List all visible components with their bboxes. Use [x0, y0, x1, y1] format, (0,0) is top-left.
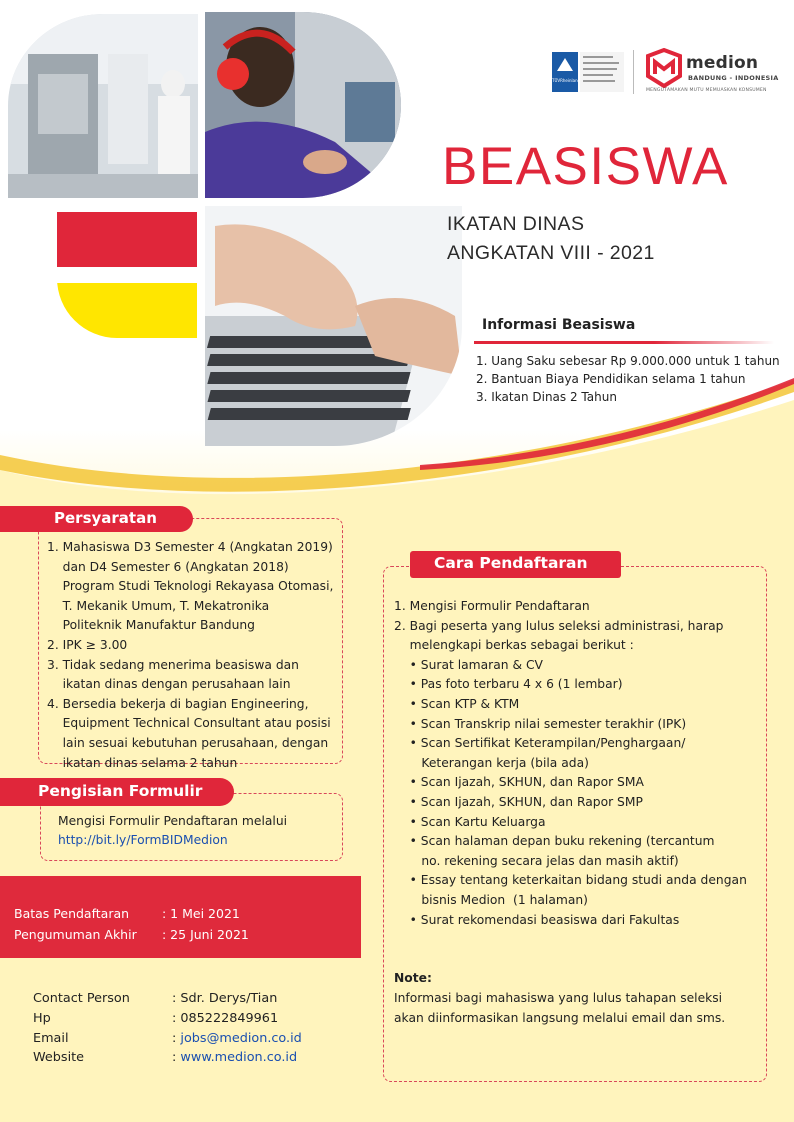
persyaratan-line: Program Studi Teknologi Rekayasa Otomasi,	[47, 579, 334, 594]
cara-line: • Surat lamaran & CV	[394, 657, 543, 672]
form-link[interactable]: http://bit.ly/FormBIDMedion	[58, 833, 228, 847]
cara-heading: Cara Pendaftaran	[410, 551, 621, 578]
contact-person-row	[33, 991, 278, 1006]
email-link[interactable]: jobs@medion.co.id	[180, 1031, 302, 1046]
persyaratan-line: 2. IPK ≥ 3.00	[47, 637, 128, 652]
color-block	[57, 212, 197, 338]
cara-line: bisnis Medion (1 halaman)	[394, 892, 588, 907]
contact-value: : Sdr. Derys/Tian	[172, 991, 278, 1006]
lab-photo	[8, 14, 198, 198]
info-underline	[474, 341, 774, 344]
info-item: 3. Ikatan Dinas 2 Tahun	[476, 390, 617, 404]
pengisian-text: Mengisi Formulir Pendaftaran melalui	[58, 814, 288, 828]
persyaratan-line: Politeknik Manufaktur Bandung	[47, 618, 255, 633]
website-colon: :	[172, 1050, 181, 1065]
cara-line: melengkapi berkas sebagai berikut :	[394, 638, 634, 653]
worker-photo	[205, 12, 401, 198]
cara-line: • Surat rekomendasi beasiswa dari Fakultas	[394, 912, 680, 927]
info-heading: Informasi Beasiswa	[482, 317, 636, 333]
website-label: Website	[33, 1050, 85, 1065]
cert-badge-text: TÜVRheinland	[552, 78, 581, 83]
website-link[interactable]: www.medion.co.id	[180, 1050, 298, 1065]
logo-divider	[633, 50, 634, 94]
pengumuman-label: Pengumuman Akhir	[14, 927, 137, 942]
batas-label: Batas Pendaftaran	[14, 906, 130, 921]
cara-line: 2. Bagi peserta yang lulus seleksi administrasi, harap	[394, 618, 724, 633]
persyaratan-list	[47, 538, 333, 773]
info-item: 2. Bantuan Biaya Pendidikan selama 1 tahun	[476, 372, 746, 386]
persyaratan-line: dan D4 Semester 6 (Angkatan 2018)	[47, 559, 289, 574]
page-title: BEASISWA	[442, 137, 729, 196]
cara-line: • Essay tentang keterkaitan bidang studi anda dengan	[394, 873, 747, 888]
hp-label: Hp	[33, 1011, 51, 1026]
note-label: Note:	[394, 971, 432, 985]
cara-line: • Scan halaman depan buku rekening (tercantum	[394, 834, 715, 849]
hp-row	[33, 1011, 279, 1026]
persyaratan-line: lain sesuai kebutuhan perusahaan, dengan	[47, 735, 329, 750]
email-row	[33, 1031, 302, 1046]
note-line: akan diinformasikan langsung melalui email dan sms.	[394, 1011, 726, 1025]
persyaratan-line: 3. Tidak sedang menerima beasiswa dan	[47, 657, 299, 672]
tuv-certification-badge	[552, 52, 624, 92]
brand-name: medion	[686, 53, 759, 73]
email-label: Email	[33, 1031, 69, 1046]
cara-line: • Scan Sertifikat Keterampilan/Penghargaan/	[394, 736, 686, 751]
email-colon: :	[172, 1031, 181, 1046]
cara-line: • Scan Ijazah, SKHUN, dan Rapor SMP	[394, 794, 643, 809]
brand-location: BANDUNG - INDONESIA	[688, 74, 779, 82]
website-row	[33, 1050, 298, 1065]
pengumuman-value: : 25 Juni 2021	[162, 927, 249, 942]
note-line: Informasi bagi mahasiswa yang lulus tahapan seleksi	[394, 991, 723, 1005]
cara-line: • Scan Ijazah, SKHUN, dan Rapor SMA	[394, 775, 644, 790]
batas-row	[14, 906, 240, 921]
batas-value: : 1 Mei 2021	[162, 906, 240, 921]
cara-line: 1. Mengisi Formulir Pendaftaran	[394, 599, 590, 613]
cara-line: • Scan KTP & KTM	[394, 696, 520, 711]
persyaratan-line: 4. Bersedia bekerja di bagian Engineering,	[47, 696, 309, 711]
persyaratan-line: ikatan dinas dengan perusahaan lain	[47, 677, 291, 692]
hp-value: : 085222849961	[172, 1011, 279, 1026]
subtitle-line1: IKATAN DINAS	[447, 213, 585, 235]
pengumuman-row	[14, 927, 249, 942]
info-item: 1. Uang Saku sebesar Rp 9.000.000 untuk 1 tahun	[476, 354, 780, 368]
cara-list	[394, 597, 747, 930]
persyaratan-heading: Persyaratan	[0, 506, 193, 532]
contact-label: Contact Person	[33, 991, 130, 1006]
persyaratan-line: ikatan dinas selama 2 tahun	[47, 755, 238, 770]
persyaratan-line: Equipment Technical Consultant atau posisi	[47, 716, 331, 731]
cara-line: Keterangan kerja (bila ada)	[394, 755, 589, 770]
keyboard-photo	[205, 206, 462, 446]
brand-tagline: MENGUTAMAKAN MUTU MEMUASKAN KONSUMEN	[646, 88, 767, 93]
persyaratan-line: T. Mekanik Umum, T. Mekatronika	[47, 598, 270, 613]
cara-line: • Scan Transkrip nilai semester terakhir (IPK)	[394, 716, 687, 731]
info-list	[476, 352, 780, 406]
pengisian-heading: Pengisian Formulir	[0, 778, 234, 806]
subtitle-line2: ANGKATAN VIII - 2021	[447, 242, 655, 264]
cara-line: • Scan Kartu Keluarga	[394, 814, 546, 829]
cara-line: • Pas foto terbaru 4 x 6 (1 lembar)	[394, 677, 623, 692]
cara-line: no. rekening secara jelas dan masih aktif)	[394, 853, 679, 868]
persyaratan-line: 1. Mahasiswa D3 Semester 4 (Angkatan 2019)	[47, 540, 333, 554]
